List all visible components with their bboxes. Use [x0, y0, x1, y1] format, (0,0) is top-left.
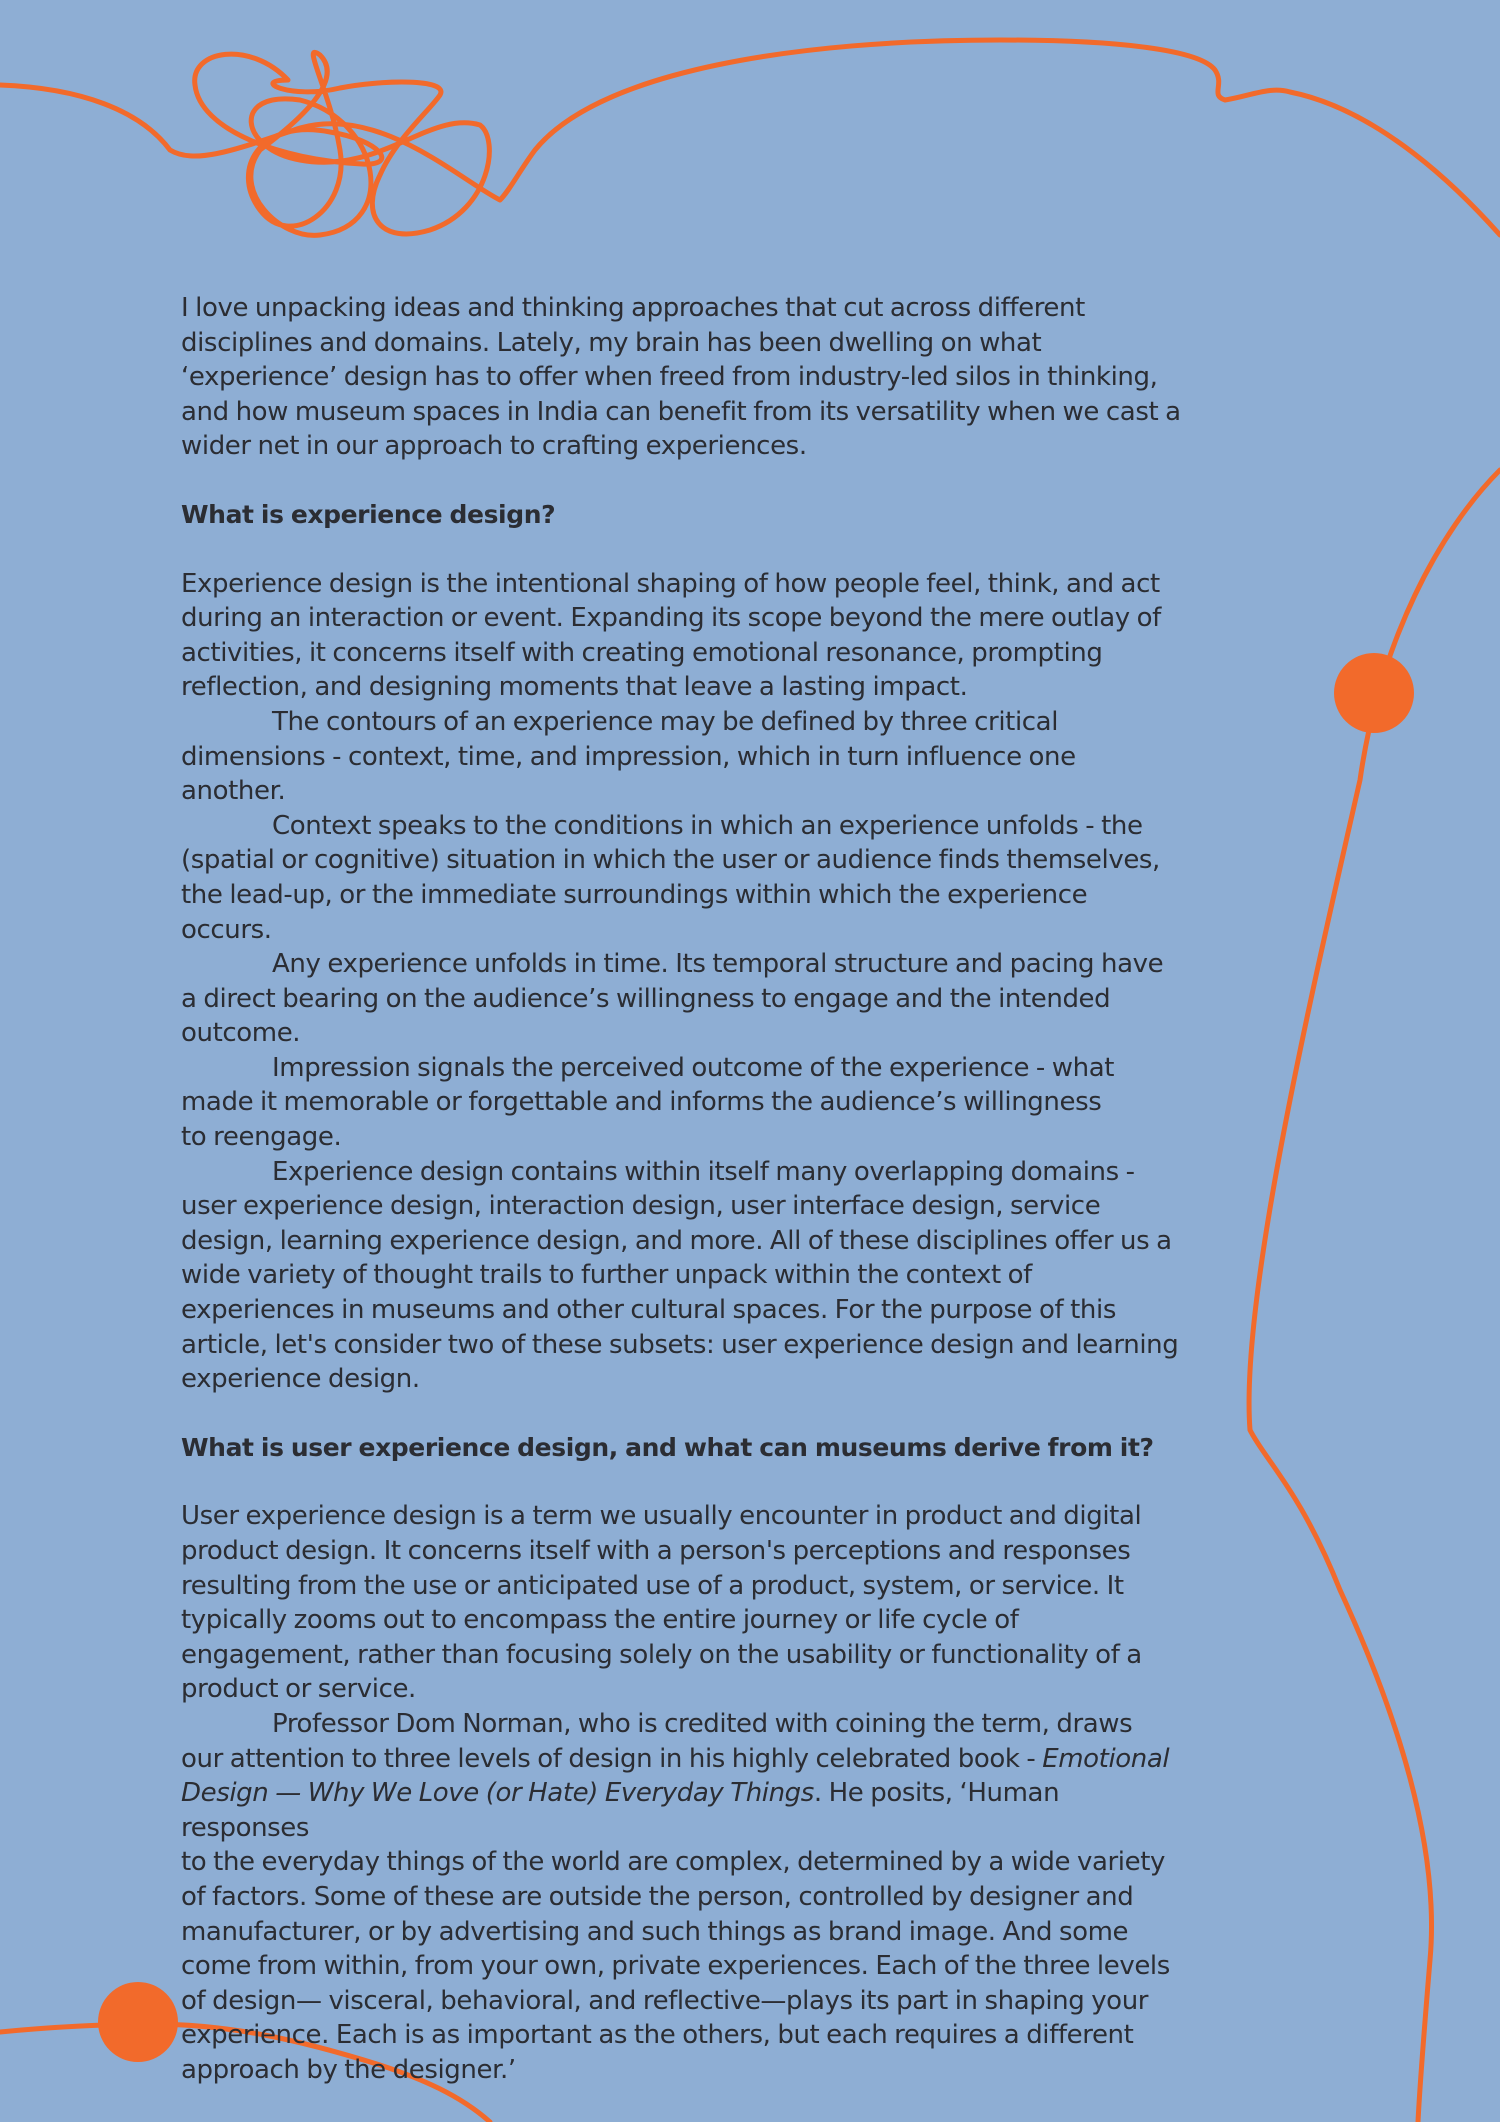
orange-dot-bottom — [98, 1982, 178, 2062]
article-body — [181, 291, 1181, 2088]
paragraph: User experience design is a term we usually encounter in product and digital product design. It concerns itself with a person's perceptions and responses resulting from the use or anticipated use of a product, system, or service. It typically zooms out to encompass the entire journey or life cycle of engagement, rather than focusing solely on the usability or functionality of a product or service. — [181, 1501, 1142, 1705]
paragraph: Any experience unfolds in time. Its temporal structure and pacing have a direct bearing on the audience’s willingness to engage and the intended outcome. — [181, 949, 1164, 1049]
orange-dot-right — [1334, 653, 1414, 733]
paragraph-norman-quote: Professor Dom Norman, who is credited with coining the term, draws our attention to three levels of design in his highly celebrated book - Emotional Design — Why We Love (or Hate) Everyday Things. He posits, ‘Human responses to the everyday things of the world are complex, determined by a wide variety of factors. Some of these are outside the person, controlled by designer and manufacturer, or by advertising and such things as brand image. And some come from within, from your own, private experiences. Each of the three levels of design— visceral, behavioral, and reflective—plays its part in shaping your experience. Each is as important as the others, but each requires a different approach by the designer.’ — [181, 1708, 1170, 2085]
heading-user-experience-design: What is user experience design, and what can museums derive from it? — [181, 1432, 1154, 1462]
heading-experience-design: What is experience design? — [181, 499, 556, 529]
paragraph: Experience design is the intentional shaping of how people feel, think, and act during an interaction or event. Expanding its scope beyond the mere outlay of activities, it concerns itself with creating emotional resonance, prompting reflection, and designing moments that leave a lasting impact. — [181, 568, 1161, 703]
book-title: Design — Why We Love (or Hate) Everyday Things — [181, 1778, 814, 1809]
paragraph: Impression signals the perceived outcome of the experience - what made it memorable or forgettable and informs the audience’s willingness to reengage. — [181, 1052, 1115, 1153]
paragraph: Context speaks to the conditions in which an experience unfolds - the (spatial or cognitive) situation in which the user or audience finds themselves, the lead-up, or the immediate surroundings within which the experience occurs. — [181, 810, 1160, 945]
paragraph: Experience design contains within itself many overlapping domains - user experience design, interaction design, user interface design, service design, learning experience design, and more. All of these disciplines offer us a wide variety of thought trails to further unpack within the context of experiences in museums and other cultural spaces. For the purpose of this article, let's consider two of these subsets: user experience design and learning experience design. — [181, 1156, 1179, 1395]
paragraph: The contours of an experience may be defined by three critical dimensions - context, time, and impression, which in turn influence one another. — [181, 706, 1076, 807]
book-title: Emotional — [1042, 1743, 1170, 1774]
scribble-icon — [195, 52, 490, 235]
intro-paragraph: I love unpacking ideas and thinking approaches that cut across different disciplines and domains. Lately, my brain has been dwelling on what ‘experience’ design has to offer when freed from industry-led silos in thinking, and how museum spaces in India can benefit from its versatility when we cast a wider net in our approach to crafting experiences. — [181, 293, 1181, 462]
curved-line-top — [0, 40, 1500, 235]
